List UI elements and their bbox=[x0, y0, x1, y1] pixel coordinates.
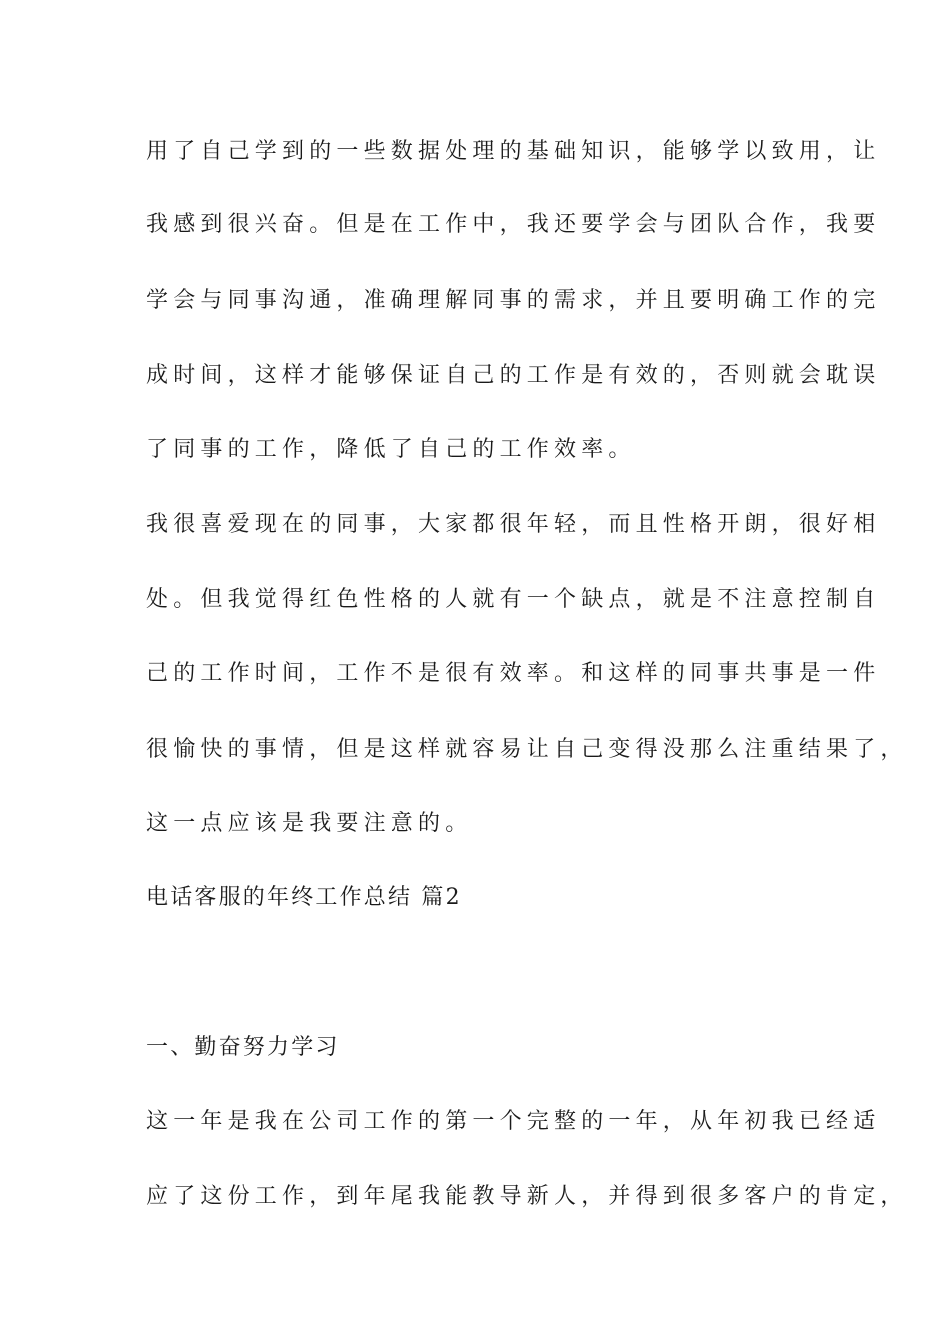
body-text-line: 这一年是我在公司工作的第一个完整的一年，从年初我已经适 bbox=[146, 1109, 881, 1134]
body-text-line: 处。但我觉得红色性格的人就有一个缺点，就是不注意控制自 bbox=[146, 587, 881, 612]
body-text-line: 己的工作时间，工作不是很有效率。和这样的同事共事是一件 bbox=[146, 661, 881, 686]
body-text-line: 我很喜爱现在的同事，大家都很年轻，而且性格开朗，很好相 bbox=[146, 512, 881, 537]
body-text-line: 用了自己学到的一些数据处理的基础知识，能够学以致用，让 bbox=[146, 139, 881, 164]
body-text-line: 了同事的工作，降低了自己的工作效率。 bbox=[146, 437, 636, 462]
body-text-line: 成时间，这样才能够保证自己的工作是有效的，否则就会耽误 bbox=[146, 363, 881, 388]
body-text-line: 这一点应该是我要注意的。 bbox=[146, 811, 473, 836]
body-text-line: 学会与同事沟通，准确理解同事的需求，并且要明确工作的完 bbox=[146, 288, 881, 313]
body-text-line: 很愉快的事情，但是这样就容易让自己变得没那么注重结果了， bbox=[146, 737, 908, 762]
section-heading: 电话客服的年终工作总结 篇2 bbox=[146, 885, 462, 910]
body-text-line: 我感到很兴奋。但是在工作中，我还要学会与团队合作，我要 bbox=[146, 212, 881, 237]
body-text-line: 应了这份工作，到年尾我能教导新人，并得到很多客户的肯定， bbox=[146, 1184, 908, 1209]
subsection-title: 一、勤奋努力学习 bbox=[146, 1035, 340, 1060]
